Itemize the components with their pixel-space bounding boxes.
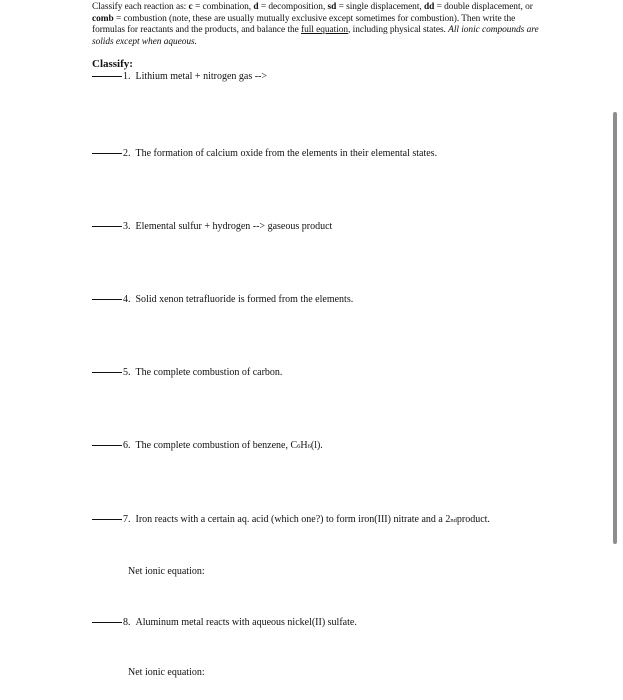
question-number: 3. xyxy=(123,221,131,232)
question-text: The complete combustion of benzene, C xyxy=(135,440,298,451)
instr-key-sd: sd xyxy=(327,2,337,12)
instr-text: = combination, xyxy=(192,2,254,12)
question-4 xyxy=(92,294,353,305)
subscript: 6 xyxy=(307,443,311,450)
answer-blank[interactable] xyxy=(92,372,122,373)
question-7 xyxy=(92,514,490,525)
answer-blank[interactable] xyxy=(92,226,122,227)
question-8 xyxy=(92,617,357,628)
question-3 xyxy=(92,221,332,232)
question-text: Elemental sulfur + hydrogen --> gaseous product xyxy=(135,221,333,232)
question-number: 4. xyxy=(123,294,131,305)
subscript: 6 xyxy=(297,443,301,450)
classify-heading: Classify: xyxy=(92,58,133,70)
superscript: nd xyxy=(450,517,457,524)
vertical-scrollbar[interactable] xyxy=(613,112,617,544)
instr-text: Classify each reaction as: xyxy=(92,2,189,12)
question-1 xyxy=(92,71,267,82)
instr-key-d: d xyxy=(253,2,259,12)
question-number: 8. xyxy=(123,617,131,628)
question-number: 2. xyxy=(123,148,131,159)
question-5 xyxy=(92,367,282,378)
question-number: 6. xyxy=(123,440,131,451)
net-ionic-equation-label: Net ionic equation: xyxy=(128,667,205,678)
question-number: 1. xyxy=(123,71,131,82)
question-text: Aluminum metal reacts with aqueous nickel(II) sulfate. xyxy=(135,617,357,628)
question-6 xyxy=(92,440,323,451)
instr-text: , including physical states. xyxy=(348,25,449,36)
question-number: 7. xyxy=(123,514,131,525)
answer-blank[interactable] xyxy=(92,445,122,446)
question-text: Iron reacts with a certain aq. acid (which one?) to form iron(III) nitrate and a 2 xyxy=(135,514,451,525)
answer-blank[interactable] xyxy=(92,519,122,520)
answer-blank[interactable] xyxy=(92,76,122,77)
question-number: 5. xyxy=(123,367,131,378)
answer-blank[interactable] xyxy=(92,153,122,154)
answer-blank[interactable] xyxy=(92,622,122,623)
question-text: (l). xyxy=(310,440,323,451)
instr-text: = double displacement, or xyxy=(434,2,533,12)
question-text: H xyxy=(300,440,308,451)
answer-blank[interactable] xyxy=(92,299,122,300)
question-2 xyxy=(92,148,437,159)
question-text: Lithium metal + nitrogen gas --> xyxy=(135,71,268,82)
instr-key-dd: dd xyxy=(423,2,435,12)
question-text: The complete combustion of carbon. xyxy=(135,367,283,378)
question-text: Solid xenon tetrafluoride is formed from the elements. xyxy=(135,294,354,305)
instr-text: = decomposition, xyxy=(258,2,328,12)
instr-italic-note: All ionic compounds are solids except when aqueous. xyxy=(92,25,539,47)
question-text: product. xyxy=(456,514,490,525)
net-ionic-equation-label: Net ionic equation: xyxy=(128,566,205,577)
instructions-paragraph xyxy=(92,2,547,48)
instr-text: = single displacement, xyxy=(336,2,424,12)
instr-key-comb: comb xyxy=(92,13,114,24)
instr-full-equation: full equation xyxy=(301,25,349,36)
instr-text: = combustion (note, these are usually mutually exclusive except sometimes for combustion). Then write the formulas for reactants and the products, and balance the xyxy=(92,13,516,36)
question-text: The formation of calcium oxide from the elements in their elemental states. xyxy=(135,148,438,159)
instr-key-c: c xyxy=(188,2,193,12)
